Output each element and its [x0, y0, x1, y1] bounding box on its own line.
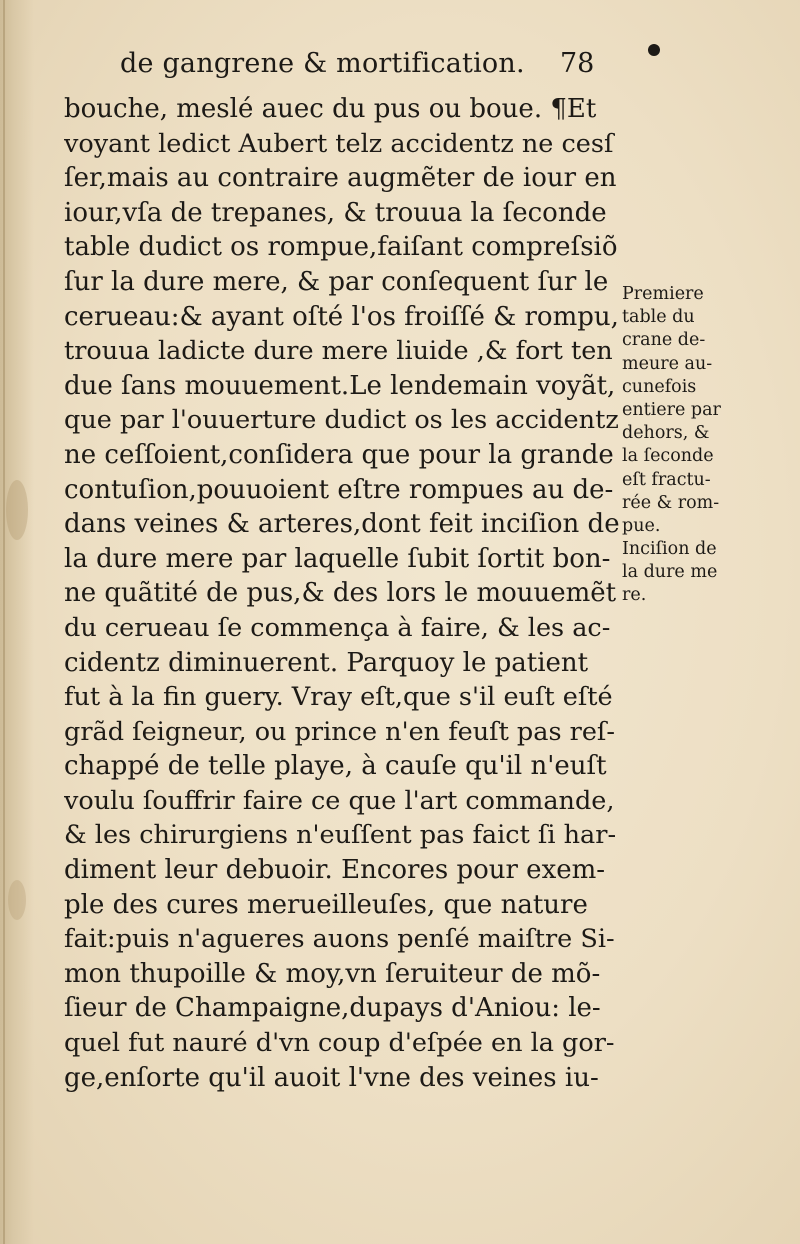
text-line: dans veines & arteres,dont feit inciſion de — [64, 509, 620, 540]
margin-note-line: re. — [622, 585, 647, 606]
margin-note-line: meure au- — [622, 353, 713, 374]
text-line: ne ceſſoient,conſidera que pour la grande — [64, 439, 614, 470]
page-number: 78 — [560, 48, 595, 79]
text-line: voulu ſouffrir faire ce que l'art commande, — [64, 785, 615, 816]
margin-note-line: Inciſion de — [622, 539, 717, 560]
text-line: grãd ſeigneur, ou prince n'en feuſt pas reſ- — [64, 716, 615, 747]
margin-note-line: table du — [622, 307, 695, 328]
text-line: chappé de telle playe, à cauſe qu'il n'euſt — [64, 751, 607, 782]
margin-note-line: crane de- — [622, 330, 706, 351]
text-line: ple des cures merueilleuſes, que nature — [64, 889, 588, 920]
text-line: voyant ledict Aubert telz accidentz ne cesſ — [64, 128, 614, 159]
text-line: ſieur de Champaigne,dupays d'Aniou: le- — [64, 993, 601, 1024]
margin-note-line: rée & rom- — [622, 492, 720, 513]
margin-note-line: la dure me — [622, 562, 718, 583]
paper-stain — [8, 880, 26, 920]
ink-spot — [648, 44, 660, 56]
margin-note-line: cunefois — [622, 376, 697, 397]
text-line: mon thupoille & moy,vn ſeruiteur de mõ- — [64, 958, 601, 989]
paper-stain — [6, 480, 28, 540]
margin-note-line: dehors, & — [622, 423, 710, 444]
margin-note-line: pue. — [622, 515, 661, 536]
text-line: du cerueau ſe commença à faire, & les ac- — [64, 612, 611, 643]
running-head: de gangrene & mortification. — [120, 48, 525, 79]
page-header — [120, 48, 620, 88]
text-line: ſur la dure mere, & par conſequent ſur le — [64, 266, 609, 297]
text-line: fut à la fin guery. Vray eſt,que s'il euſt eſté — [64, 682, 613, 713]
text-line: ge,enſorte qu'il auoit l'vne des veines iu- — [64, 1062, 599, 1093]
text-line: quel fut nauré d'vn coup d'eſpée en la gor- — [64, 1028, 615, 1059]
margin-note-line: Premiere — [622, 284, 704, 304]
text-line: diment leur debuoir. Encores pour exem- — [64, 855, 606, 886]
body-text — [64, 92, 620, 1095]
page-edge-line — [3, 0, 5, 1244]
text-line: due ſans mouuement.Le lendemain voyãt, — [64, 370, 616, 401]
text-line: iour,vſa de trepanes, & trouua la ſeconde — [64, 197, 607, 228]
text-line: ne quãtité de pus,& des lors le mouuemẽt — [64, 578, 617, 609]
page-gutter-shadow — [0, 0, 34, 1244]
text-line: cidentz diminuerent. Parquoy le patient — [64, 647, 589, 678]
text-line: table dudict os rompue,faiſant compreſsiõ — [64, 232, 618, 263]
text-line: la dure mere par laquelle ſubit ſortit bon- — [64, 543, 611, 574]
text-line: que par l'ouuerture dudict os les accidentz — [64, 405, 619, 436]
text-line: cerueau:& ayant oſté l'os froiſſé & rompu, — [64, 301, 619, 332]
margin-note-line: la ſeconde — [622, 446, 714, 467]
text-line: contuſion,pouuoient eſtre rompues au de- — [64, 474, 614, 505]
text-line: fait:puis n'agueres auons penſé maiſtre Si- — [64, 924, 615, 955]
text-line: & les chirurgiens n'euſſent pas faict ſi har- — [64, 820, 617, 851]
margin-notes — [622, 283, 772, 608]
text-line: bouche, meslé auec du pus ou boue. ¶Et — [64, 94, 597, 124]
margin-note-line: eſt fractu- — [622, 469, 711, 490]
text-line: trouua ladicte dure mere liuide ,& fort ten — [64, 336, 613, 367]
text-line: ſer,mais au contraire augmẽter de iour en — [64, 163, 617, 194]
margin-note-line: entiere par — [622, 399, 721, 420]
